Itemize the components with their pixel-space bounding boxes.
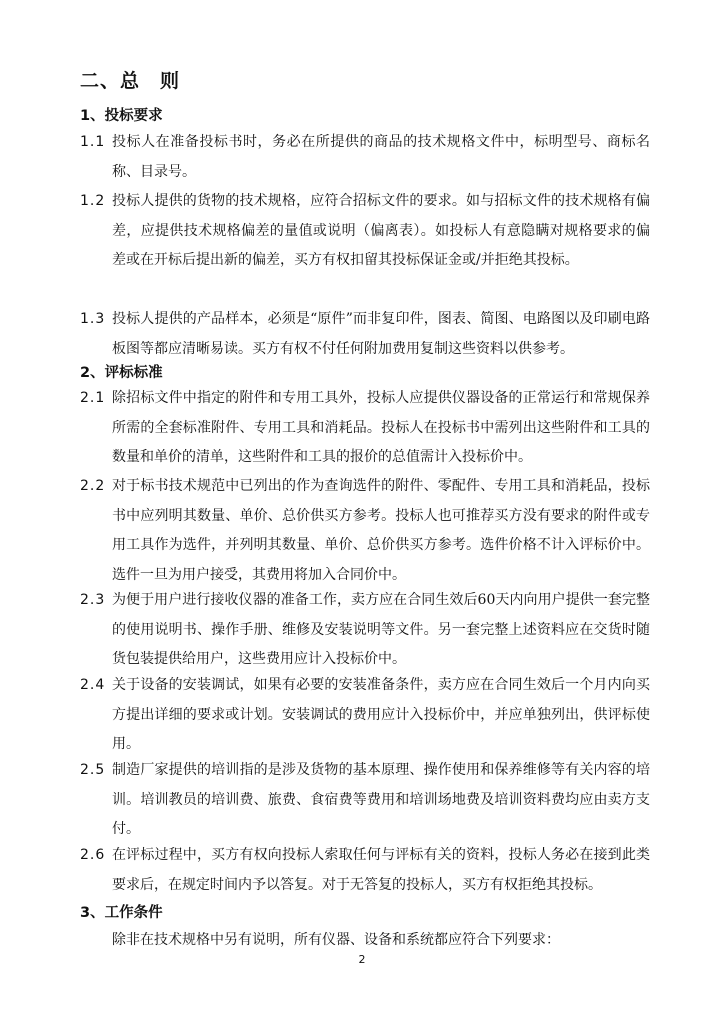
clause-text: 在评标过程中，买方有权向投标人索取任何与评标有关的资料，投标人务必在接到此类要求后，在规定时间内予以答复。对于无答复的投标人，买方有权拒绝其投标。 [112,847,650,893]
clause-number: 2.3 [80,592,106,608]
clause-text: 投标人在准备投标书时，务必在所提供的商品的技术规格文件中，标明型号、商标名称、目录号。 [112,134,650,180]
clause-number: 2.4 [80,677,106,693]
clause-text: 投标人提供的货物的技术规格，应符合招标文件的要求。如与招标文件的技术规格有偏差，应提供技术规格偏差的量值或说明（偏离表）。如投标人有意隐瞒对规格要求的偏差或在开标后提出新的偏差，买方有权扣留其投标保证金或/并拒绝其投标。 [112,193,650,268]
clause-text: 为便于用户进行接收仪器的准备工作，卖方应在合同生效后60天内向用户提供一套完整的使用说明书、操作手册、维修及安装说明等文件。另一套完整上述资料应在交货时随货包装提供给用户，这些费用应计入投标价中。 [112,592,650,667]
clause-text: 关于设备的安装调试，如果有必要的安装准备条件，卖方应在合同生效后一个月内向买方提出详细的要求或计划。安装调试的费用应计入投标价中，并应单独列出，供评标使用。 [112,677,650,752]
clause-2-1 [80,384,650,473]
clause-2-3 [80,586,650,675]
clause-number: 2.5 [80,762,106,778]
clause-2-6 [80,841,650,900]
section-title-2: 2、评标标准 [80,365,163,381]
clause-text: 除招标文件中指定的附件和专用工具外，投标人应提供仪器设备的正常运行和常规保养所需的全套标准附件、专用工具和消耗品。投标人在投标书中需列出这些附件和工具的数量和单价的清单，这些附件和工具的报价的总值需计入投标价中。 [112,390,650,465]
clause-1-3 [80,305,650,364]
chapter-heading: 二、总 则 [80,70,181,92]
clause-text: 制造厂家提供的培训指的是涉及货物的基本原理、操作使用和保养维修等有关内容的培训。培训教员的培训费、旅费、食宿费等费用和培训场地费及培训资料费均应由卖方支付。 [112,762,650,837]
clause-2-4 [80,671,650,760]
clause-1-2 [80,187,650,276]
page-number: 2 [358,953,366,966]
clause-number: 2.2 [80,478,106,494]
clause-number: 1.3 [80,311,106,327]
clause-2-5 [80,756,650,845]
clause-2-2 [80,472,650,590]
section-3-paragraph: 除非在技术规格中另有说明，所有仪器、设备和系统都应符合下列要求： [112,932,560,948]
clause-number: 1.2 [80,193,106,209]
clause-number: 1.1 [80,134,106,150]
clause-number: 2.6 [80,847,106,863]
clause-text: 投标人提供的产品样本，必须是“原件”而非复印件，图表、简图、电路图以及印刷电路板图等都应清晰易读。买方有权不付任何附加费用复制这些资料以供参考。 [112,311,650,357]
section-title-3: 3、工作条件 [80,905,163,921]
clause-1-1 [80,128,650,187]
clause-number: 2.1 [80,390,106,406]
section-title-1: 1、投标要求 [80,108,163,124]
clause-text: 对于标书技术规范中已列出的作为查询选件的附件、零配件、专用工具和消耗品，投标书中应列明其数量、单价、总价供买方参考。投标人也可推荐买方没有要求的附件或专用工具作为选件，并列明其数量、单价、总价供买方参考。选件价格不计入评标价中。选件一旦为用户接受，其费用将加入合同价中。 [112,478,650,583]
